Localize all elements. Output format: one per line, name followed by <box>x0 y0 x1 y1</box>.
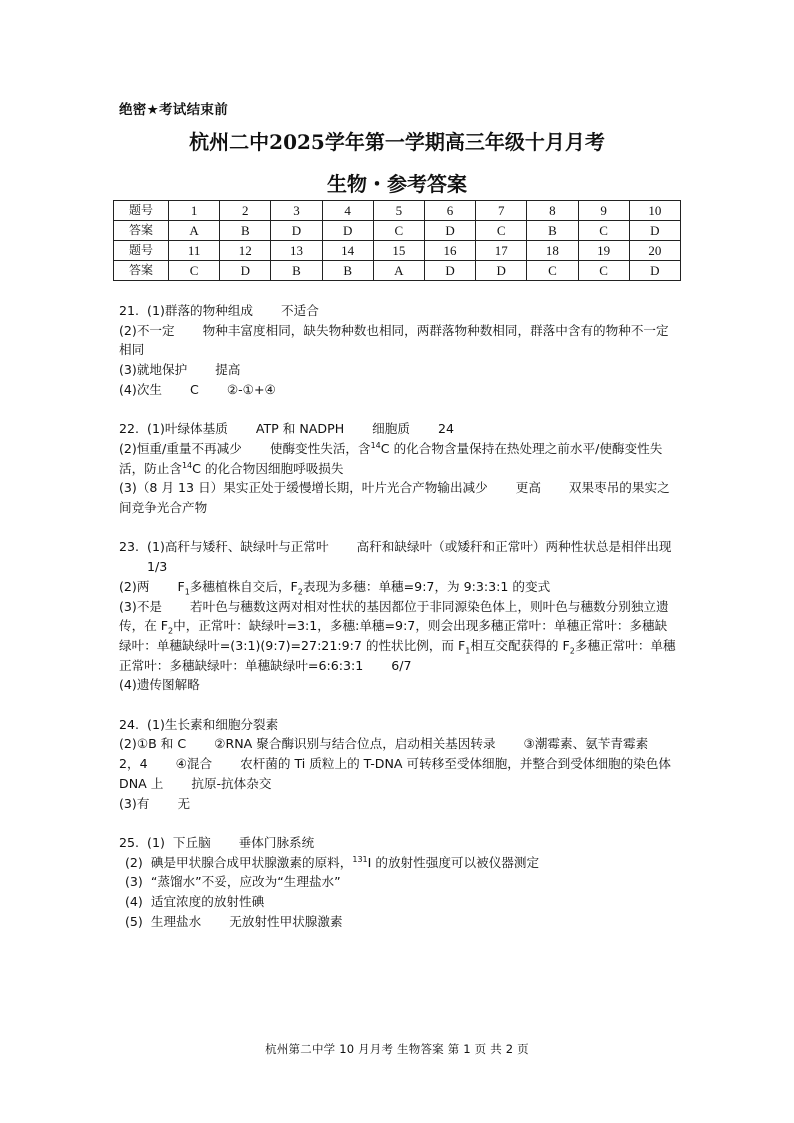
q23-part1-answer-a: 23. (1)高秆与矮秆、缺绿叶与正常叶 <box>119 539 329 555</box>
q23-part3-answer-c: 中，正常叶：缺绿叶=3:1，多穗:单穗=9:7，则会出现多穗正常叶：单穗正常叶：多穗缺绿叶：单穗缺绿叶=(3:1)(9:7)=27:21:9:7 的性状比例，而 F <box>119 618 668 653</box>
q22-part2-answer-d: C 的化合物因细胞呼吸损失 <box>192 460 344 476</box>
q24-part3-answer-b: 无 <box>177 795 191 811</box>
q24-line-3 <box>119 794 679 814</box>
table-cell: A <box>169 221 220 241</box>
table-cell: 18 <box>527 241 578 261</box>
row-label: 答案 <box>114 221 169 241</box>
q24-part1-answer: 24. (1)生长素和细胞分裂素 <box>119 716 279 732</box>
q25-part2-answer-a: (2) 碘是甲状腺合成甲状腺激素的原料， <box>125 854 353 870</box>
answers-body <box>119 301 679 951</box>
q24-part2-answer-d: 2，4 <box>119 756 148 772</box>
answer-table <box>113 200 681 281</box>
isotope-superscript: 131 <box>352 854 368 864</box>
row-label: 答案 <box>114 261 169 281</box>
table-cell: 7 <box>476 201 527 221</box>
q25-part4-answer: (4) 适宜浓度的放射性碘 <box>125 894 265 910</box>
table-cell: B <box>220 221 271 241</box>
generation-subscript: 1 <box>184 587 190 597</box>
question-25 <box>119 833 679 932</box>
q21-part1-answer-a: 21. (1)群落的物种组成 <box>119 303 254 318</box>
q25-part2-answer-b: I 的放射性强度可以被仪器测定 <box>367 854 540 870</box>
q22-part1-answer-d: 24 <box>437 421 454 437</box>
q23-part2-answer-c: 多穗植株自交后，F <box>189 578 298 594</box>
table-cell: C <box>578 221 629 241</box>
table-cell: B <box>527 221 578 241</box>
table-cell: D <box>424 261 475 281</box>
generation-subscript: 2 <box>168 626 174 636</box>
table-cell: 3 <box>271 201 322 221</box>
question-21 <box>119 301 679 400</box>
q23-part1-answer-b: 高秆和缺绿叶（或矮秆和正常叶）两种性状总是相伴出现 <box>356 539 672 555</box>
q23-part3-answer-f: 6/7 <box>391 657 412 673</box>
table-cell: 9 <box>578 201 629 221</box>
row-label: 题号 <box>114 201 169 221</box>
q21-part4-answer-a: (4)次生 <box>119 381 163 397</box>
q23-line-3 <box>119 597 679 676</box>
q23-part2-answer-b: F <box>177 578 185 594</box>
table-row <box>114 241 681 261</box>
q22-part1-answer-c: 细胞质 <box>372 421 410 437</box>
q25-line-3 <box>119 872 679 892</box>
generation-subscript: 2 <box>297 587 303 597</box>
q24-line-2 <box>119 734 679 793</box>
q21-line-3 <box>119 360 679 380</box>
q23-part4-answer: (4)遗传图解略 <box>119 677 200 693</box>
q25-part5-answer-a: (5) 生理盐水 <box>125 913 202 929</box>
table-cell: 19 <box>578 241 629 261</box>
q22-line-2 <box>119 439 679 478</box>
table-row <box>114 221 681 241</box>
q24-part2-answer-f: 农杆菌的 Ti 质粒上的 T-DNA 可转移至受体细胞，并整合到受体细胞的染色体 DNA 上 <box>119 756 675 791</box>
page-footer: 杭州第二中学 10 月月考 生物答案 第 1 页 共 2 页 <box>265 1042 529 1056</box>
q22-part1-answer-b: ATP 和 NADPH <box>255 421 345 437</box>
table-cell: 1 <box>169 201 220 221</box>
q23-part3-answer-d: 相互交配获得的 F <box>470 637 570 653</box>
q25-line-5 <box>119 912 679 932</box>
table-cell: D <box>629 261 680 281</box>
question-22 <box>119 419 679 518</box>
q24-part2-answer-b: ②RNA 聚合酶识别与结合位点，启动相关基因转录 <box>214 736 496 752</box>
table-cell: D <box>322 221 373 241</box>
q21-line-1 <box>119 301 679 321</box>
q22-part3-answer-c: 双果枣吊的果实之间竞争光合产物 <box>119 480 670 516</box>
q25-part5-answer-b: 无放射性甲状腺激素 <box>229 913 343 929</box>
table-cell: D <box>271 221 322 241</box>
table-cell: 2 <box>220 201 271 221</box>
table-cell: B <box>322 261 373 281</box>
table-cell: 11 <box>169 241 220 261</box>
q21-line-4 <box>119 380 679 400</box>
q22-part2-answer-b: 使酶变性失活，含 <box>269 440 371 456</box>
q21-part3-answer-b: 提高 <box>215 362 241 378</box>
q24-part2-answer-c: ③潮霉素、氨苄青霉素 <box>523 736 649 752</box>
q23-part3-answer-a: (3)不是 <box>119 598 163 614</box>
table-cell: 12 <box>220 241 271 261</box>
q21-part4-answer-c: ②-①+④ <box>226 381 276 397</box>
table-cell: C <box>476 221 527 241</box>
table-cell: 15 <box>373 241 424 261</box>
generation-subscript: 1 <box>465 646 471 656</box>
q21-part3-answer-a: (3)就地保护 <box>119 362 188 378</box>
q23-part3-answer-e: 多穗正常叶：单穗正常叶：多穗缺绿叶：单穗缺绿叶=6:6:3:1 <box>119 637 676 673</box>
table-cell: 6 <box>424 201 475 221</box>
table-cell: C <box>373 221 424 241</box>
table-cell: 20 <box>629 241 680 261</box>
q21-part2-answer-b: 物种丰富度相同，缺失物种数也相同，两群落物种数相同，群落中含有的物种不一定相同 <box>119 322 669 358</box>
q23-line-2 <box>119 577 679 597</box>
table-cell: D <box>476 261 527 281</box>
generation-subscript: 2 <box>569 646 575 656</box>
q24-part2-answer-g: 抗原-抗体杂交 <box>191 775 272 791</box>
q23-part1-answer-c: 1/3 <box>147 559 168 575</box>
table-cell: C <box>578 261 629 281</box>
q25-part1-answer-a: 25. (1) 下丘脑 <box>119 834 211 850</box>
table-cell: B <box>271 261 322 281</box>
q23-part2-answer-a: (2)两 <box>119 578 150 594</box>
table-row <box>114 201 681 221</box>
q21-part4-answer-b: C <box>190 381 199 397</box>
table-cell: 17 <box>476 241 527 261</box>
q23-line-1 <box>119 537 679 576</box>
table-cell: 14 <box>322 241 373 261</box>
q22-part1-answer-a: 22. (1)叶绿体基质 <box>119 421 228 437</box>
q22-part3-answer-b: 更高 <box>515 480 541 496</box>
q23-part2-answer-d: 表现为多穗：单穗=9:7，为 9:3:3:1 的变式 <box>302 578 551 594</box>
q21-part2-answer-a: (2)不一定 <box>119 322 175 338</box>
q24-line-1 <box>119 715 679 735</box>
page-title: 杭州二中2025学年第一学期高三年级十月月考 <box>189 130 605 154</box>
q25-line-4 <box>119 892 679 912</box>
table-cell: D <box>220 261 271 281</box>
table-cell: 4 <box>322 201 373 221</box>
table-cell: A <box>373 261 424 281</box>
q24-part3-answer-a: (3)有 <box>119 795 150 811</box>
q25-part3-answer: (3) “蒸馏水”不妥，应改为“生理盐水” <box>125 874 341 890</box>
q25-line-2 <box>119 853 679 873</box>
table-cell: D <box>629 221 680 241</box>
q23-part3-answer-b: 若叶色与穗数这两对相对性状的基因都位于非同源染色体上，则叶色与穗数分别独立遗传，在 F <box>119 598 669 634</box>
table-cell: 16 <box>424 241 475 261</box>
table-cell: 8 <box>527 201 578 221</box>
q22-part2-answer-a: (2)恒重/重量不再减少 <box>119 440 242 456</box>
q21-line-2 <box>119 321 679 360</box>
page-subtitle: 生物・参考答案 <box>327 172 467 196</box>
q22-line-3 <box>119 478 679 517</box>
table-cell: D <box>424 221 475 241</box>
q25-part1-answer-b: 垂体门脉系统 <box>238 834 315 850</box>
q24-part2-answer-e: ④混合 <box>175 756 213 772</box>
q22-part3-answer-a: (3)（8 月 13 日）果实正处于缓慢增长期，叶片光合产物输出减少 <box>119 480 488 496</box>
question-23 <box>119 537 679 695</box>
q22-part2-answer-c: C 的化合物含量保持在热处理之前水平/使酶变性失活，防止含 <box>119 440 663 476</box>
question-24 <box>119 715 679 814</box>
table-cell: 5 <box>373 201 424 221</box>
q22-line-1 <box>119 419 679 439</box>
q25-line-1 <box>119 833 679 853</box>
q23-line-4 <box>119 675 679 695</box>
isotope-superscript: 14 <box>370 440 381 450</box>
table-row <box>114 261 681 281</box>
confidential-label: 绝密★考试结束前 <box>119 102 229 118</box>
table-cell: C <box>527 261 578 281</box>
table-cell: 10 <box>629 201 680 221</box>
q21-part1-answer-b: 不适合 <box>281 303 319 318</box>
isotope-superscript: 14 <box>181 460 193 470</box>
table-cell: 13 <box>271 241 322 261</box>
table-cell: C <box>169 261 220 281</box>
q24-part2-answer-a: (2)①B 和 C <box>119 736 187 752</box>
row-label: 题号 <box>114 241 169 261</box>
